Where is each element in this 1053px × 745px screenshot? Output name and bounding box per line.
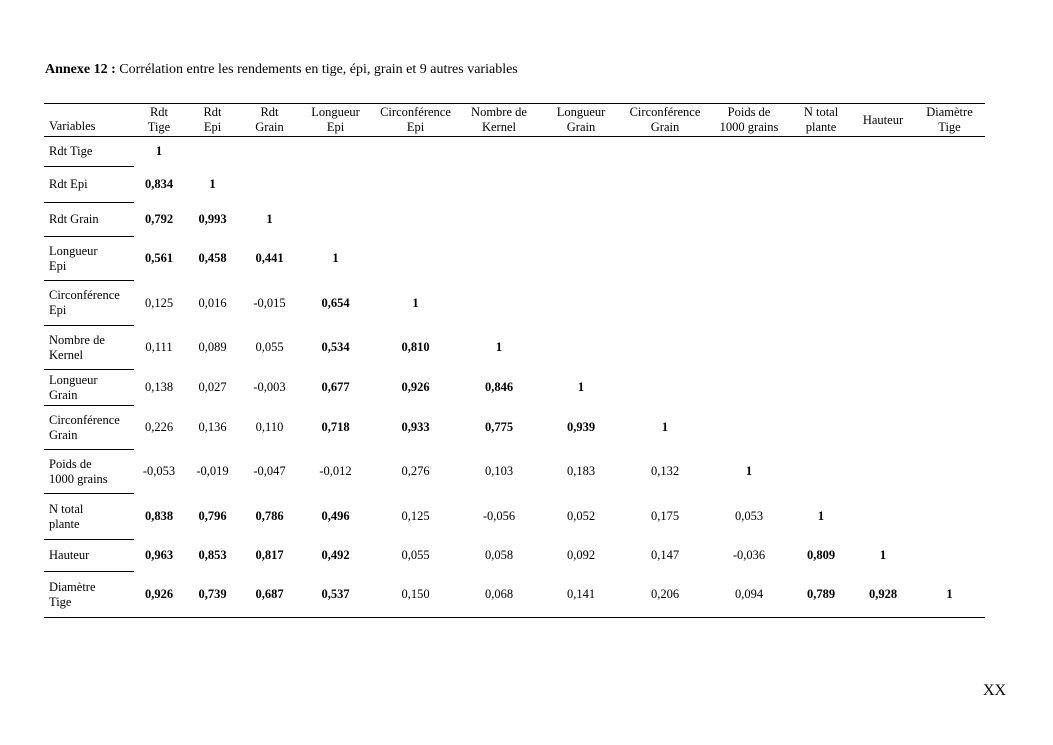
column-header (298, 104, 373, 137)
correlation-cell: 0,687 (241, 572, 298, 618)
empty-cell (914, 540, 985, 572)
column-header-line: Rdt (149, 105, 169, 119)
empty-cell (708, 370, 790, 406)
table-row (44, 370, 985, 406)
correlation-cell: 0,928 (852, 572, 914, 618)
empty-cell (373, 203, 458, 237)
correlation-cell: 1 (817, 509, 825, 523)
empty-cell (790, 370, 852, 406)
correlation-cell: 0,796 (198, 509, 227, 523)
correlation-cell: 0,496 (321, 509, 350, 523)
empty-cell (914, 494, 985, 540)
row-label-line: Rdt Tige (49, 144, 93, 158)
column-header-line: Tige (147, 120, 171, 134)
correlation-cell: 0,677 (321, 380, 350, 394)
column-header (914, 104, 985, 137)
correlation-cell: 0,053 (734, 509, 764, 523)
empty-cell (298, 137, 373, 167)
correlation-cell: 0,089 (198, 340, 227, 354)
correlation-cell: 0,441 (255, 251, 284, 265)
correlation-cell: 0,055 (255, 340, 284, 354)
column-header-line: Grain (255, 120, 284, 134)
correlation-cell: 0,147 (650, 548, 680, 562)
correlation-cell: 0,206 (622, 572, 708, 618)
empty-cell (852, 450, 914, 494)
empty-cell (790, 281, 852, 326)
correlation-table (44, 103, 985, 618)
empty-cell (852, 137, 914, 167)
row-label (44, 370, 134, 406)
row-label (44, 281, 134, 326)
row-label-line: Longueur (49, 372, 98, 387)
correlation-cell: 0,055 (401, 548, 430, 562)
caption-text: Corrélation entre les rendements en tige, épi, grain et 9 autres variables (115, 62, 518, 77)
correlation-cell: 1 (745, 464, 753, 478)
empty-cell (852, 281, 914, 326)
empty-cell (540, 203, 622, 237)
table-row (44, 450, 985, 494)
correlation-cell: 1 (266, 212, 273, 226)
row-label-line: plante (49, 516, 80, 531)
column-header-line: Grain (650, 120, 680, 134)
empty-cell (708, 281, 790, 326)
caption-label: Annexe 12 : (45, 62, 116, 77)
column-header-line: Nombre de (471, 105, 527, 119)
correlation-cell: 0,110 (255, 420, 284, 434)
column-header (241, 104, 298, 137)
row-label-line: Epi (49, 303, 67, 317)
empty-cell (914, 450, 985, 494)
column-header-line: Rdt (260, 105, 279, 119)
correlation-cell: -0,036 (732, 548, 766, 562)
column-header (708, 104, 790, 137)
correlation-cell: 1 (577, 380, 585, 394)
column-header (184, 104, 241, 137)
correlation-cell: -0,003 (253, 380, 286, 394)
correlation-cell: 0,810 (401, 340, 430, 354)
empty-cell (622, 370, 708, 406)
correlation-cell: 0,150 (373, 572, 458, 618)
correlation-cell: 1 (412, 295, 419, 310)
table-row (44, 572, 985, 618)
correlation-cell: 1 (209, 177, 216, 191)
corner-header: Variables (44, 104, 134, 137)
row-label (44, 203, 134, 237)
correlation-cell: 0,111 (145, 340, 173, 354)
empty-cell (540, 137, 622, 167)
empty-cell (914, 326, 985, 370)
empty-cell (708, 326, 790, 370)
row-label-line: Circonférence (49, 288, 120, 302)
correlation-cell: -0,053 (142, 464, 176, 478)
row-label (44, 167, 134, 203)
row-label-line: Grain (49, 427, 78, 442)
empty-cell (540, 167, 622, 203)
empty-cell (458, 281, 540, 326)
column-header-line: N total (803, 105, 839, 119)
empty-cell (914, 237, 985, 281)
correlation-cell: 0,786 (255, 509, 284, 523)
correlation-cell: 0,027 (198, 380, 227, 394)
empty-cell (458, 203, 540, 237)
column-header-line: plante (805, 120, 837, 134)
column-header-line: Hauteur (862, 112, 904, 127)
empty-cell (852, 237, 914, 281)
empty-cell (298, 167, 373, 203)
empty-cell (241, 137, 298, 167)
row-label-line: Rdt Epi (49, 177, 88, 191)
row-label-line: 1000 grains (49, 471, 108, 486)
correlation-cell: 0,183 (566, 464, 596, 478)
correlation-cell: 0,838 (144, 509, 174, 523)
correlation-cell: 0,993 (198, 212, 227, 226)
empty-cell (458, 167, 540, 203)
page-number: XX (983, 682, 1007, 699)
table-row (44, 281, 985, 326)
empty-cell (914, 203, 985, 237)
correlation-cell: -0,015 (253, 295, 286, 310)
column-header-line: Epi (406, 120, 425, 134)
empty-cell (622, 137, 708, 167)
correlation-cell: 1 (914, 572, 985, 618)
column-header (852, 104, 914, 137)
column-header-line: Poids de (727, 105, 771, 119)
row-label-line: Longueur (49, 243, 98, 258)
correlation-cell: 0,058 (484, 548, 514, 562)
table-caption (45, 62, 518, 78)
correlation-cell: 1 (332, 251, 339, 265)
column-header (458, 104, 540, 137)
correlation-cell: 0,492 (321, 548, 350, 562)
table-row (44, 137, 985, 167)
table-row (44, 406, 985, 450)
correlation-cell: 0,853 (198, 548, 227, 562)
table-row (44, 237, 985, 281)
table-row (44, 203, 985, 237)
correlation-cell: 0,654 (321, 295, 350, 310)
correlation-cell: 0,926 (134, 572, 184, 618)
correlation-cell: 0,846 (484, 380, 514, 394)
correlation-cell: 0,926 (401, 380, 430, 394)
correlation-cell: 1 (879, 548, 887, 562)
empty-cell (790, 450, 852, 494)
correlation-cell: -0,019 (196, 464, 229, 478)
correlation-cell: 0,792 (144, 212, 174, 226)
empty-cell (622, 203, 708, 237)
correlation-cell: 0,125 (401, 509, 430, 523)
correlation-cell: 0,963 (144, 548, 174, 562)
row-label-line: N total (49, 501, 84, 516)
empty-cell (458, 237, 540, 281)
column-header (373, 104, 458, 137)
correlation-cell: 0,068 (458, 572, 540, 618)
empty-cell (708, 167, 790, 203)
row-label-line: Rdt Grain (49, 212, 99, 226)
correlation-cell: 0,094 (708, 572, 790, 618)
empty-cell (708, 406, 790, 450)
correlation-cell: 0,138 (144, 380, 174, 394)
column-header-line: Diamètre (926, 105, 973, 119)
row-label (44, 494, 134, 540)
correlation-cell: 0,718 (321, 420, 350, 434)
empty-cell (852, 494, 914, 540)
column-header-line: Tige (938, 120, 961, 134)
empty-cell (622, 281, 708, 326)
correlation-cell: 0,175 (650, 509, 680, 523)
empty-cell (458, 137, 540, 167)
empty-cell (373, 137, 458, 167)
table-row (44, 167, 985, 203)
column-header (540, 104, 622, 137)
row-label (44, 326, 134, 370)
correlation-cell: 0,458 (198, 251, 227, 265)
column-header-line: 1000 grains (719, 120, 779, 134)
column-header (622, 104, 708, 137)
column-header (790, 104, 852, 137)
row-label-line: Poids de (49, 456, 92, 471)
empty-cell (914, 137, 985, 167)
column-header-line: Epi (326, 120, 345, 134)
empty-cell (622, 326, 708, 370)
correlation-cell: 0,809 (806, 548, 836, 562)
empty-cell (622, 167, 708, 203)
empty-cell (914, 167, 985, 203)
correlation-cell: -0,012 (319, 464, 352, 478)
correlation-cell: 0,537 (298, 572, 373, 618)
row-label-line: Grain (49, 387, 78, 402)
row-label (44, 572, 134, 618)
correlation-cell: -0,047 (253, 464, 286, 478)
row-label (44, 540, 134, 572)
empty-cell (708, 203, 790, 237)
empty-cell (708, 137, 790, 167)
row-label-line: Hauteur (49, 548, 90, 562)
empty-cell (852, 167, 914, 203)
empty-cell (852, 406, 914, 450)
empty-cell (540, 326, 622, 370)
correlation-cell: 0,141 (540, 572, 622, 618)
row-label-line: Tige (49, 594, 72, 609)
column-header (134, 104, 184, 137)
correlation-cell: 0,775 (484, 420, 514, 434)
empty-cell (790, 137, 852, 167)
correlation-cell: 0,817 (255, 548, 284, 562)
empty-cell (790, 406, 852, 450)
correlation-cell: 0,103 (484, 464, 514, 478)
correlation-cell: 0,933 (401, 420, 430, 434)
table-header-row (44, 104, 985, 137)
correlation-cell: 0,226 (144, 420, 174, 434)
correlation-cell: 0,136 (198, 420, 227, 434)
column-header-line: Longueur (556, 105, 606, 119)
empty-cell (914, 281, 985, 326)
empty-cell (373, 237, 458, 281)
correlation-cell: 0,534 (321, 340, 350, 354)
row-label (44, 237, 134, 281)
correlation-cell: 0,016 (198, 295, 227, 310)
row-label (44, 137, 134, 167)
column-header-line: Grain (566, 120, 596, 134)
empty-cell (790, 203, 852, 237)
row-label-line: Kernel (49, 347, 84, 362)
correlation-cell: 1 (661, 420, 669, 434)
empty-cell (540, 237, 622, 281)
empty-cell (373, 167, 458, 203)
row-label-line: Circonférence (49, 412, 120, 427)
correlation-cell: 0,125 (144, 295, 174, 310)
empty-cell (622, 237, 708, 281)
correlation-cell: 0,052 (566, 509, 596, 523)
row-label-line: Diamètre (49, 579, 96, 594)
correlation-cell: 0,789 (790, 572, 852, 618)
correlation-cell: 0,834 (144, 177, 174, 191)
empty-cell (914, 370, 985, 406)
row-label-line: Nombre de (49, 332, 105, 347)
empty-cell (540, 281, 622, 326)
column-header-line: Circonférence (629, 105, 701, 119)
column-header-line: Circonférence (380, 105, 451, 119)
table-row (44, 494, 985, 540)
correlation-cell: 0,739 (184, 572, 241, 618)
empty-cell (184, 137, 241, 167)
row-label (44, 406, 134, 450)
empty-cell (708, 237, 790, 281)
empty-cell (852, 203, 914, 237)
column-header-line: Kernel (481, 120, 516, 134)
empty-cell (914, 406, 985, 450)
correlation-cell: 0,132 (650, 464, 680, 478)
table-body (44, 137, 985, 618)
empty-cell (298, 203, 373, 237)
table-row (44, 326, 985, 370)
correlation-cell: 1 (495, 340, 503, 354)
correlation-cell: 0,276 (401, 464, 430, 478)
correlation-cell: 1 (155, 144, 163, 159)
correlation-cell: 0,561 (144, 251, 174, 265)
correlation-cell: 0,939 (566, 420, 596, 434)
column-header-line: Rdt (203, 105, 222, 119)
row-label (44, 450, 134, 494)
correlation-cell: 0,092 (566, 548, 596, 562)
empty-cell (790, 167, 852, 203)
empty-cell (852, 326, 914, 370)
empty-cell (790, 237, 852, 281)
row-label-line: Epi (49, 258, 67, 273)
empty-cell (790, 326, 852, 370)
correlation-cell: -0,056 (482, 509, 516, 523)
empty-cell (241, 167, 298, 203)
empty-cell (852, 370, 914, 406)
column-header-line: Longueur (311, 105, 360, 119)
table-row (44, 540, 985, 572)
column-header-line: Epi (203, 120, 222, 134)
